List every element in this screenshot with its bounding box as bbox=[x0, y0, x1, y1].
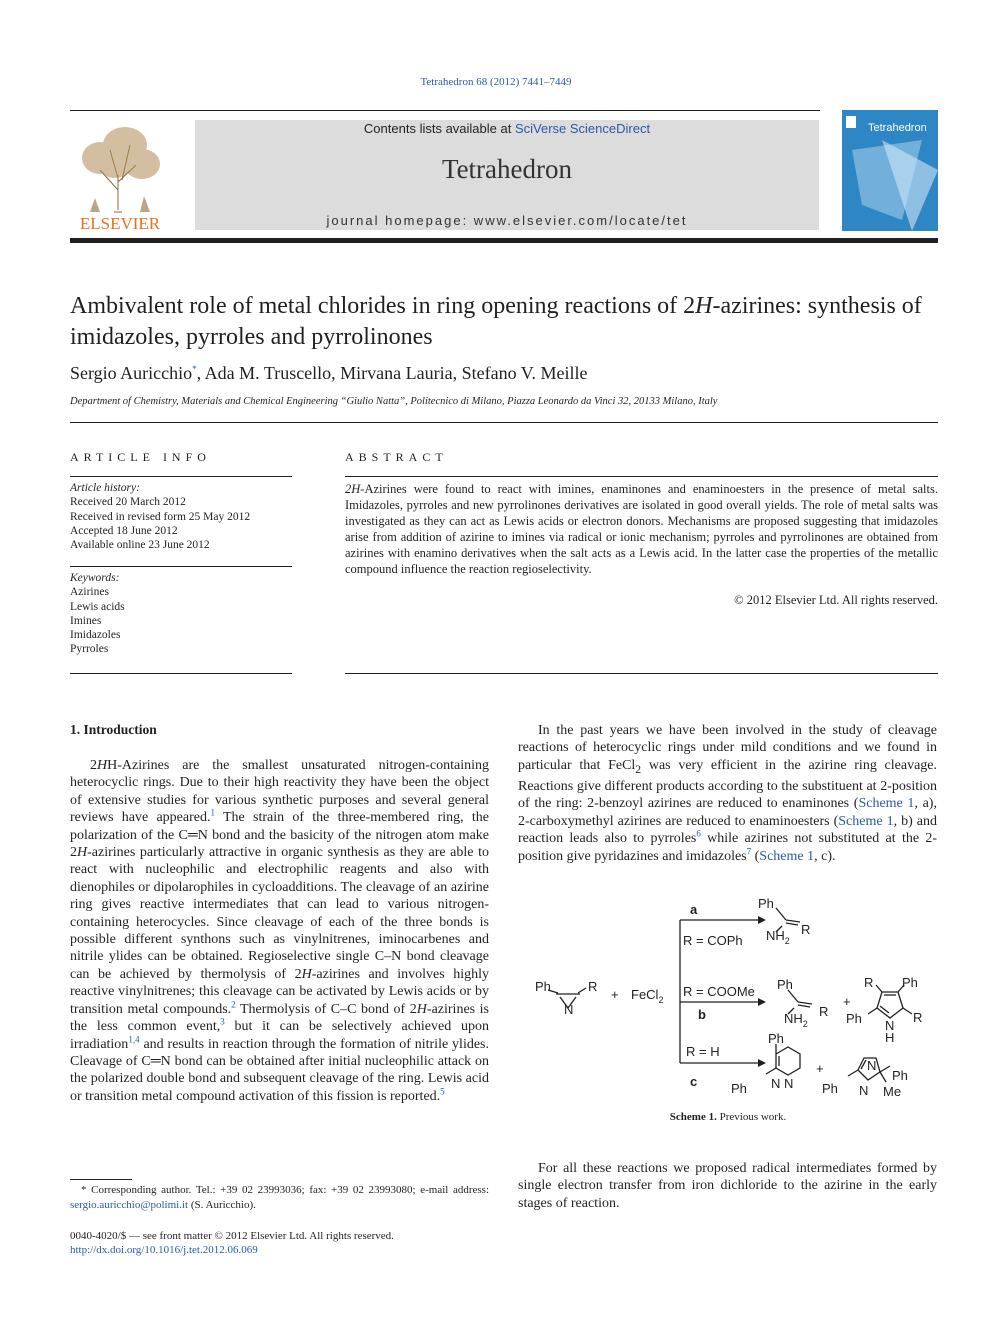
journal-name: Tetrahedron bbox=[441, 154, 573, 184]
text-run: was very efficient in the azirine ring cleavage. Reactions give different products according to the substituent at 2-position of the ring: 2-benzoyl azirines are reduced to enaminones ( bbox=[518, 757, 937, 812]
abstract-text bbox=[345, 481, 938, 577]
ph-label: Ph bbox=[535, 979, 551, 994]
ph-label: Ph bbox=[846, 1011, 862, 1026]
me-label: Me bbox=[883, 1084, 902, 1099]
keyword: Azirines bbox=[70, 586, 109, 599]
text-run: ( bbox=[751, 848, 760, 864]
corresponding-mark[interactable]: * bbox=[192, 364, 197, 374]
history-item: Received 20 March 2012 bbox=[70, 496, 186, 509]
author-list bbox=[70, 363, 587, 384]
subscript: 2 bbox=[635, 762, 642, 776]
affiliation: Department of Chemistry, Materials and Chemical Engineering “Giulio Natta”, Politecnico di Milano, Piazza Leonardo da Vinci 32, 20133 Milano, Italy bbox=[70, 396, 718, 407]
ph-label: Ph bbox=[768, 1031, 784, 1046]
history-item: Accepted 18 June 2012 bbox=[70, 524, 178, 537]
text-run: , c). bbox=[814, 848, 836, 864]
issn-line: 0040-4020/$ — see front matter © 2012 Elsevier Ltd. All rights reserved. bbox=[70, 1230, 394, 1242]
cover-title: Tetrahedron bbox=[868, 122, 927, 134]
intro-paragraph-3: For all these reactions we proposed radical intermediates formed by single electron transfer from iron dichloride to the azirine in the early stages of reaction. bbox=[518, 1161, 937, 1211]
affiliation-rule bbox=[70, 422, 938, 423]
keyword: Imidazoles bbox=[70, 629, 121, 642]
article-info-heading: ARTICLE INFO bbox=[70, 450, 211, 464]
title-part: -azirines: synthesis of imidazoles, pyrroles and pyrrolinones bbox=[70, 293, 922, 350]
r-label: R bbox=[913, 1010, 923, 1025]
route-a-label: a bbox=[690, 902, 698, 917]
condition-a: R = COPh bbox=[683, 933, 743, 948]
ph-label: Ph bbox=[902, 975, 918, 990]
author-names: , Ada M. Truscello, Mirvana Lauria, Stefano V. Meille bbox=[196, 363, 588, 383]
n-label: N bbox=[867, 1058, 877, 1073]
ph-label: Ph bbox=[892, 1068, 908, 1083]
contents-line bbox=[195, 121, 819, 136]
title-part: Ambivalent role of metal chlorides in ring opening reactions of 2 bbox=[70, 293, 696, 319]
r-label: R bbox=[588, 979, 598, 994]
condition-b: R = COOMe bbox=[683, 984, 755, 999]
n-label: N bbox=[564, 1002, 574, 1017]
text-run: , b) and reaction leads also to pyrroles bbox=[518, 813, 937, 847]
scheme-1 bbox=[518, 890, 938, 1105]
contents-prefix: Contents lists available at bbox=[363, 121, 515, 136]
rule bbox=[70, 566, 292, 567]
text-run: H-Azirines are the smallest unsaturated nitrogen-containing heterocyclic rings. Due to their high reactivity they have been the object of extensive studies for various synthetic purposes and several general reviews have appeared. bbox=[70, 758, 489, 826]
keyword: Lewis acids bbox=[70, 600, 125, 613]
text-run: , a), 2-carboxymethyl azirines are reduced to enaminoesters ( bbox=[518, 796, 937, 829]
footnote-rule bbox=[70, 1179, 132, 1180]
abstract-copyright: © 2012 Elsevier Ltd. All rights reserved. bbox=[734, 593, 938, 607]
header-thick-rule bbox=[70, 238, 938, 243]
scheme-link[interactable]: Scheme 1 bbox=[858, 796, 915, 812]
journal-homepage[interactable]: journal homepage: www.elsevier.com/locate/tet bbox=[326, 213, 688, 228]
text-run: but it can be selectively achieved upon irradiation bbox=[70, 1019, 489, 1052]
elsevier-logo[interactable] bbox=[70, 120, 170, 232]
text-run: The strain of the three-membered ring, the polarization of the C═N bond and the basicity of the nitrogen atom make 2 bbox=[70, 810, 489, 861]
ph-label: Ph bbox=[758, 896, 774, 911]
scheme-link[interactable]: Scheme 1 bbox=[838, 813, 894, 829]
author-name[interactable]: Sergio Auricchio bbox=[70, 363, 193, 383]
condition-c: R = H bbox=[686, 1044, 720, 1059]
intro-heading: 1. Introduction bbox=[70, 722, 157, 737]
pyridazine-structure bbox=[766, 1044, 800, 1075]
ref-link[interactable]: 6 bbox=[696, 828, 701, 839]
nh2-label: $NH_2$ bbox=[766, 928, 790, 946]
footnote-mark: * bbox=[81, 1184, 87, 1196]
abstract-heading: ABSTRACT bbox=[345, 450, 448, 464]
n-label: N bbox=[771, 1076, 781, 1091]
keywords bbox=[70, 571, 292, 657]
keyword: Pyrroles bbox=[70, 643, 109, 656]
sciencedirect-link[interactable]: SciVerse ScienceDirect bbox=[514, 121, 651, 136]
caption-label: Scheme 1. bbox=[669, 1111, 717, 1123]
rule bbox=[345, 476, 938, 477]
text-run: In the past years we have been involved in the study of cleavage reactions of heterocyclic rings under mild conditions and we found in particular that FeCl bbox=[518, 723, 937, 773]
ref-link[interactable]: 7 bbox=[746, 845, 752, 856]
text-run: -azirines particularly attractive in organic synthesis as they are able to react with nucleophilic and electrophilic reagents and also with dienophiles or dipolarophiles in cycloadditions. The cleavage of an azirine ring gives reactive intermediates that can lead to various nitrogen-containing heterocycles. Since cleavage of each of the three bonds is possible different synthons such as vinylnitrenes, iminocarbenes and nitrile ylides can be obtained. Regioselective single C–N bond cleavage can be achieved by thermolysis of 2 bbox=[70, 845, 489, 982]
ph-label: Ph bbox=[731, 1081, 747, 1096]
ref-link[interactable]: 2 bbox=[231, 999, 236, 1010]
plus-sign: + bbox=[611, 987, 619, 1002]
ref-link[interactable]: 1,4 bbox=[128, 1033, 140, 1044]
journal-citation[interactable]: Tetrahedron 68 (2012) 7441–7449 bbox=[420, 76, 572, 88]
intro-paragraph-2 bbox=[518, 722, 937, 865]
history-item: Available online 23 June 2012 bbox=[70, 539, 210, 552]
article-title bbox=[70, 291, 938, 353]
abstract-lead: 2H bbox=[345, 482, 361, 496]
plus-sign: + bbox=[816, 1061, 824, 1076]
history-item: Received in revised form 25 May 2012 bbox=[70, 510, 251, 523]
text-run: and results in reaction through the formation of nitrile ylides. Cleavage of C═N bond can be obtained after initial nucleophilic attack on the polarized double bond and subsequent cleavage of the ring. Lewis acid or transition metal compound activation of this fission is reported. bbox=[70, 1036, 489, 1104]
rule bbox=[70, 673, 292, 674]
footnote-text: (S. Auricchio). bbox=[188, 1198, 256, 1211]
doi-link[interactable]: http://dx.doi.org/10.1016/j.tet.2012.06.069 bbox=[70, 1244, 258, 1256]
text-run: while azirines not substituted at the 2-position give pyridazines and imidazoles bbox=[518, 831, 937, 864]
footnote-text: Corresponding author. Tel.: +39 02 23993036; fax: +39 02 23993080; e-mail address: bbox=[86, 1184, 489, 1196]
rule bbox=[345, 673, 938, 674]
route-c-label: c bbox=[690, 1074, 698, 1089]
keywords-label: Keywords: bbox=[70, 572, 120, 584]
issn-block bbox=[70, 1229, 489, 1257]
ref-link[interactable]: 1 bbox=[210, 807, 215, 818]
route-b-label: b bbox=[698, 1007, 706, 1022]
title-italic: H bbox=[695, 293, 713, 319]
r-label: R bbox=[801, 922, 811, 937]
ph-label: Ph bbox=[777, 977, 793, 992]
n-label: N bbox=[859, 1083, 869, 1098]
article-history bbox=[70, 481, 292, 552]
header-rule bbox=[70, 110, 820, 111]
scheme-link[interactable]: Scheme 1 bbox=[759, 848, 815, 864]
rule bbox=[70, 476, 292, 477]
plus-sign: + bbox=[843, 994, 851, 1009]
email-link[interactable]: sergio.auricchio@polimi.it bbox=[70, 1198, 189, 1211]
elsevier-wordmark: ELSEVIER bbox=[79, 214, 161, 232]
ref-link[interactable]: 5 bbox=[440, 1086, 445, 1097]
corresponding-footnote bbox=[70, 1183, 489, 1212]
keyword: Imines bbox=[70, 614, 102, 627]
n-label: N bbox=[784, 1076, 794, 1091]
r-label: R bbox=[864, 975, 874, 990]
text-run: -azirines and involves highly reactive vinylnitrenes; this cleavage can be activated by Lewis acids or by transition metal compounds. bbox=[70, 966, 489, 1017]
ph-label: Ph bbox=[822, 1081, 838, 1096]
tree-icon bbox=[70, 120, 170, 232]
abstract-body: -Azirines were found to react with imines, enaminones and enaminoesters in the presence of metal salts. Imidazoles, pyrroles and new pyrrolinones derivatives are isolated in good overall yields. The role of metal salts was investigated as they can act as Lewis acids or electron donors. Mechanisms are proposed suggesting that imidazoles arise from addition of azirine to imines via radical or ionic mechanism; pyrroles and pyrrolinones are obtained from azirines with enamino derivatives when the salt acts as a Lewis acid. In the latter case the properties of the metallic compound influence the reaction regioselectivity. bbox=[345, 482, 938, 576]
ref-link[interactable]: 3 bbox=[220, 1016, 225, 1027]
h-label: H bbox=[885, 1030, 895, 1045]
scheme-caption bbox=[518, 1111, 938, 1123]
reagent-label: FeCl$_2$ bbox=[631, 987, 664, 1005]
r-label: R bbox=[819, 1004, 829, 1019]
n-label: N bbox=[885, 1018, 895, 1033]
history-label: Article history: bbox=[70, 482, 140, 494]
intro-paragraph-1: 2HH-Azirines are the smallest unsaturated nitrogen-containing heterocyclic rings. Due to their high reactivity they have been the object of extensive studies for various synthetic purposes and several general reviews have appeared.$^1$ The strain of the three-membered ring, the polarization of the C═N bond and the basicity of the nitrogen atom make 2H-azirines particularly attractive in organic synthesis as they are able to react with nucleophilic and electrophilic reagents and also with dienophiles or dipolarophiles in cycloadditions. The cleavage of an azirine ring gives reactive intermediates that can lead to various nitrogen-containing heterocycles. Since cleavage of each of the three bonds is possible different synthons such as vinylnitrenes, iminocarbenes and nitrile ylides can be obtained. Regioselective single C–N bond cleavage can be achieved by thermolysis of 2H-azirines and involves highly reactive vinylnitrenes; this cleavage can be activated by Lewis acids or by transition metal compounds.$^2$ Thermolysis of C–C bond of 2H-azirines is the less common event,$^3$ but it can be selectively achieved upon irradiation$^{1,4}$ and results in reaction through the formation of nitrile ylides. Cleavage of C═N bond can be obtained after initial nucleophilic attack on the polarized double bond and subsequent cleavage of the ring. Lewis acid or transition metal compound activation of this fission is reported.$^5$ bbox=[70, 758, 489, 1104]
text-run: Thermolysis of C–C bond of 2 bbox=[235, 1001, 417, 1017]
nh2-label: $NH_2$ bbox=[784, 1011, 808, 1029]
journal-cover[interactable] bbox=[842, 110, 938, 231]
arrow-heads bbox=[758, 916, 766, 1067]
caption-text: Previous work. bbox=[716, 1111, 787, 1123]
text-run: -azirines is the less common event, bbox=[70, 1001, 489, 1035]
